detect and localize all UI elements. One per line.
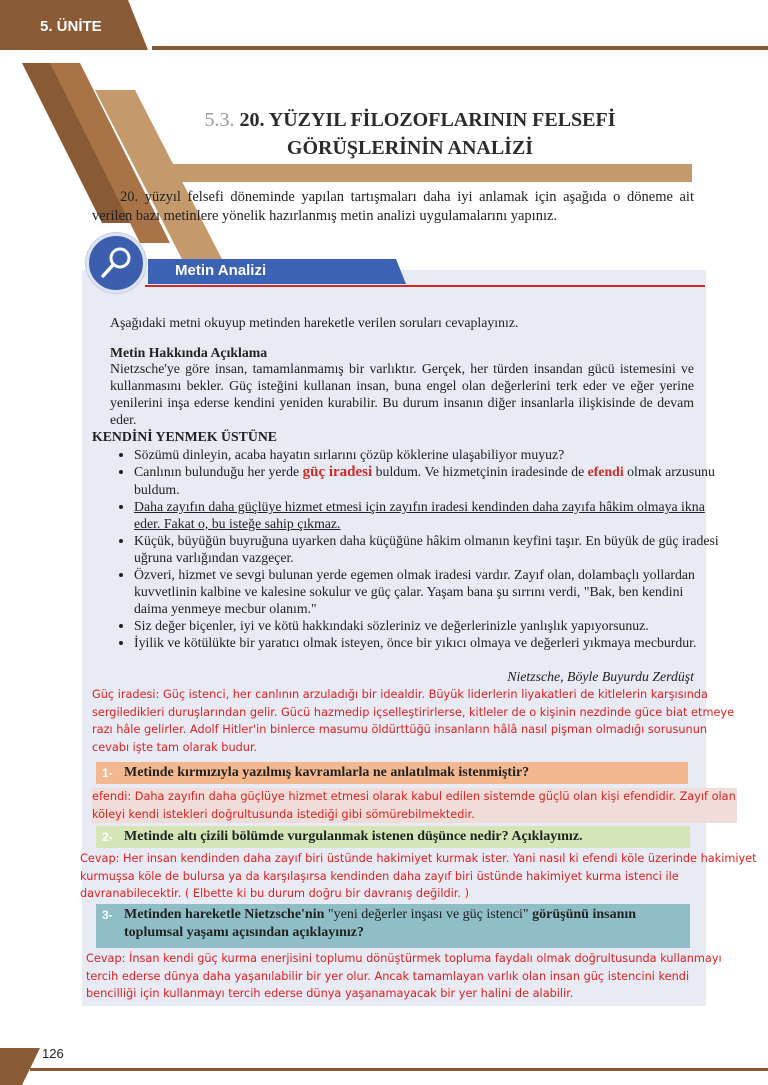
footer-rule bbox=[30, 1068, 768, 1071]
intro-paragraph: 20. yüzyıl felsefi döneminde yapılan tartışmaları daha iyi anlamak için aşağıda o döneme ait verilen bazı metinlere yönelik hazırlanmış metin analizi uygulamalarını yapınız. bbox=[92, 189, 694, 224]
text: görüşünü insanın toplumsal yaşamı açısından açıklayınız? bbox=[124, 907, 637, 940]
title-line-2: GÖRÜŞLERİNİN ANALİZİ bbox=[286, 137, 534, 159]
question-text bbox=[124, 906, 679, 942]
question-2 bbox=[96, 826, 690, 848]
quote-list bbox=[108, 446, 720, 651]
text: olmak arzusunu buldum. bbox=[134, 464, 715, 497]
about-text: Nietzsche'ye göre insan, tamamlanmamış bir varlıktır. Gerçek, her türden insandan gücü istemesini ve kullanmasını bekler. Güç isteğini kullanan insan, buna engel olan değerlerini terk eder ve eğer yerine yenilerini inşa ederse kendini yeniden kurabilir. Bu durum insanın diğer insanlarla ilişkisinde de devam eder. bbox=[110, 361, 694, 427]
title-bar bbox=[160, 164, 692, 182]
question-text: Metinde altı çizili bölümde vurgulanmak istenen düşünce nedir? Açıklayınız. bbox=[124, 829, 583, 844]
box-title: Metin Analizi bbox=[175, 262, 267, 279]
magnifier-icon bbox=[100, 245, 134, 279]
text-heading: KENDİNİ YENMEK ÜSTÜNE bbox=[92, 429, 278, 444]
page-number: 126 bbox=[42, 1046, 64, 1061]
question-1 bbox=[96, 762, 688, 784]
red-term-guc-iradesi: güç iradesi bbox=[302, 464, 373, 480]
question-number: 1- bbox=[102, 766, 113, 780]
section-number: 5.3. bbox=[204, 109, 235, 131]
red-rule bbox=[145, 285, 705, 287]
list-item: • Sözümü dinleyin, acaba hayatın sırlarını çözüp köklerine ulaşabiliyor muyuz? bbox=[134, 446, 720, 463]
text: Canlının bulunduğu her yerde bbox=[134, 464, 303, 479]
list-item: • Siz değer biçenler, iyi ve kötü hakkındaki sözleriniz ve değerlerinizle yanlışlık yapıyorsunuz. bbox=[134, 617, 720, 634]
question-text: Metinde kırmızıyla yazılmış kavramlarla ne anlatılmak istenmiştir? bbox=[124, 765, 530, 780]
answer-efendi: efendi: Daha zayıfın daha güçlüye hizmet etmesi olarak kabul edilen sistemde güçlü olan kişi efendidir. Zayıf olan köleyi kendi istekleri doğrultusunda istediği gibi sömürebilmektedir. bbox=[92, 788, 737, 823]
underlined-item: • Daha zayıfın daha güçlüye hizmet etmesi için zayıfın iradesi kendinden daha zayıfa hâkim olmaya ikna eder. Fakat o, bu isteğe sahip çıkmaz. bbox=[134, 498, 720, 532]
list-item: • İyilik ve kötülükte bir yaratıcı olmak isteyen, önce bir yıkıcı olmaya ve değerleri yıkmaya mecburdur. bbox=[134, 634, 720, 651]
text: Metinden hareketle Nietzsche'nin bbox=[124, 907, 328, 922]
text: buldum. Ve hizmetçinin iradesinde de bbox=[372, 464, 588, 479]
header-rule bbox=[152, 46, 768, 50]
answer-2: Cevap: Her insan kendinden daha zayıf biri üstünde hakimiyet kurmak ister. Yani nasıl ki efendi köle üzerinde hakimiyet kurmuşsa köle de bulursa ya da karşılaşırsa kendinden daha zayıf biri üstünde hakimiyet kurma istenci ile davranabilecektir. ( Elbette ki bu durum doğru bir davranış değildir. ) bbox=[80, 852, 757, 900]
red-term-efendi: efendi bbox=[587, 464, 624, 479]
footer-tab bbox=[0, 1048, 40, 1085]
unit-label: 5. ÜNİTE bbox=[40, 18, 102, 35]
section-title bbox=[200, 106, 620, 162]
title-line-1: 20. YÜZYIL FİLOZOFLARININ FELSEFİ bbox=[239, 109, 616, 131]
instruction: Aşağıdaki metni okuyup metinden hareketle verilen soruları cevaplayınız. bbox=[110, 315, 519, 330]
about-heading: Metin Hakkında Açıklama bbox=[110, 345, 268, 360]
question-number: 2- bbox=[102, 830, 113, 844]
citation: Nietzsche, Böyle Buyurdu Zerdüşt bbox=[507, 669, 694, 684]
list-item bbox=[134, 463, 720, 498]
list-item: • Özveri, hizmet ve sevgi bulunan yerde egemen olmak iradesi vardır. Zayıf olan, dolambaçlı yollardan kuvvetlinin kalbine ve kalesine sokulur ve güç çalar. Yaşam bana şu sırrını verdi, "Bak, ben kendini daima yenmeye mecbur olanım." bbox=[134, 566, 720, 617]
list-item: • Küçük, büyüğün buyruğuna uyarken daha küçüğüne hâkim olmanın keyfini taşır. En büyük de güç iradesi uğruna varlığından vazgeçer. bbox=[134, 532, 720, 566]
question-number: 3- bbox=[102, 908, 113, 922]
answer-3: Cevap: İnsan kendi güç kurma enerjisini toplumu dönüştürmek topluma faydalı olmak doğrultusunda kullanmayı tercih ederse dünya daha yaşanılabilir bir yer olur. Ancak tamamlayan varlık olan insan güç istencini kendi bencilliği için kullanmayı tercih ederse dünya yaşanamayacak bir yer halini de alabilir. bbox=[86, 952, 722, 1000]
answer-guc-iradesi: Güç iradesi: Güç istenci, her canlının arzuladığı bir idealdir. Büyük liderlerin liyakatleri de kitlelerin karşısında sergiledikleri duruşlarından gelir. Gücü hazmedip içselleştirirlerse, kitleler de o kişinin nezdinde güce biat etmeye razı hâle gelirler. Adolf Hitler'in binlerce masumu öldürttüğü insanların hâlâ nasıl pişman olmadığı sorusunun cevabı işte tam olarak budur. bbox=[92, 688, 735, 754]
quote: "yeni değerler inşası ve güç istenci" bbox=[327, 907, 529, 922]
question-3 bbox=[96, 904, 690, 948]
